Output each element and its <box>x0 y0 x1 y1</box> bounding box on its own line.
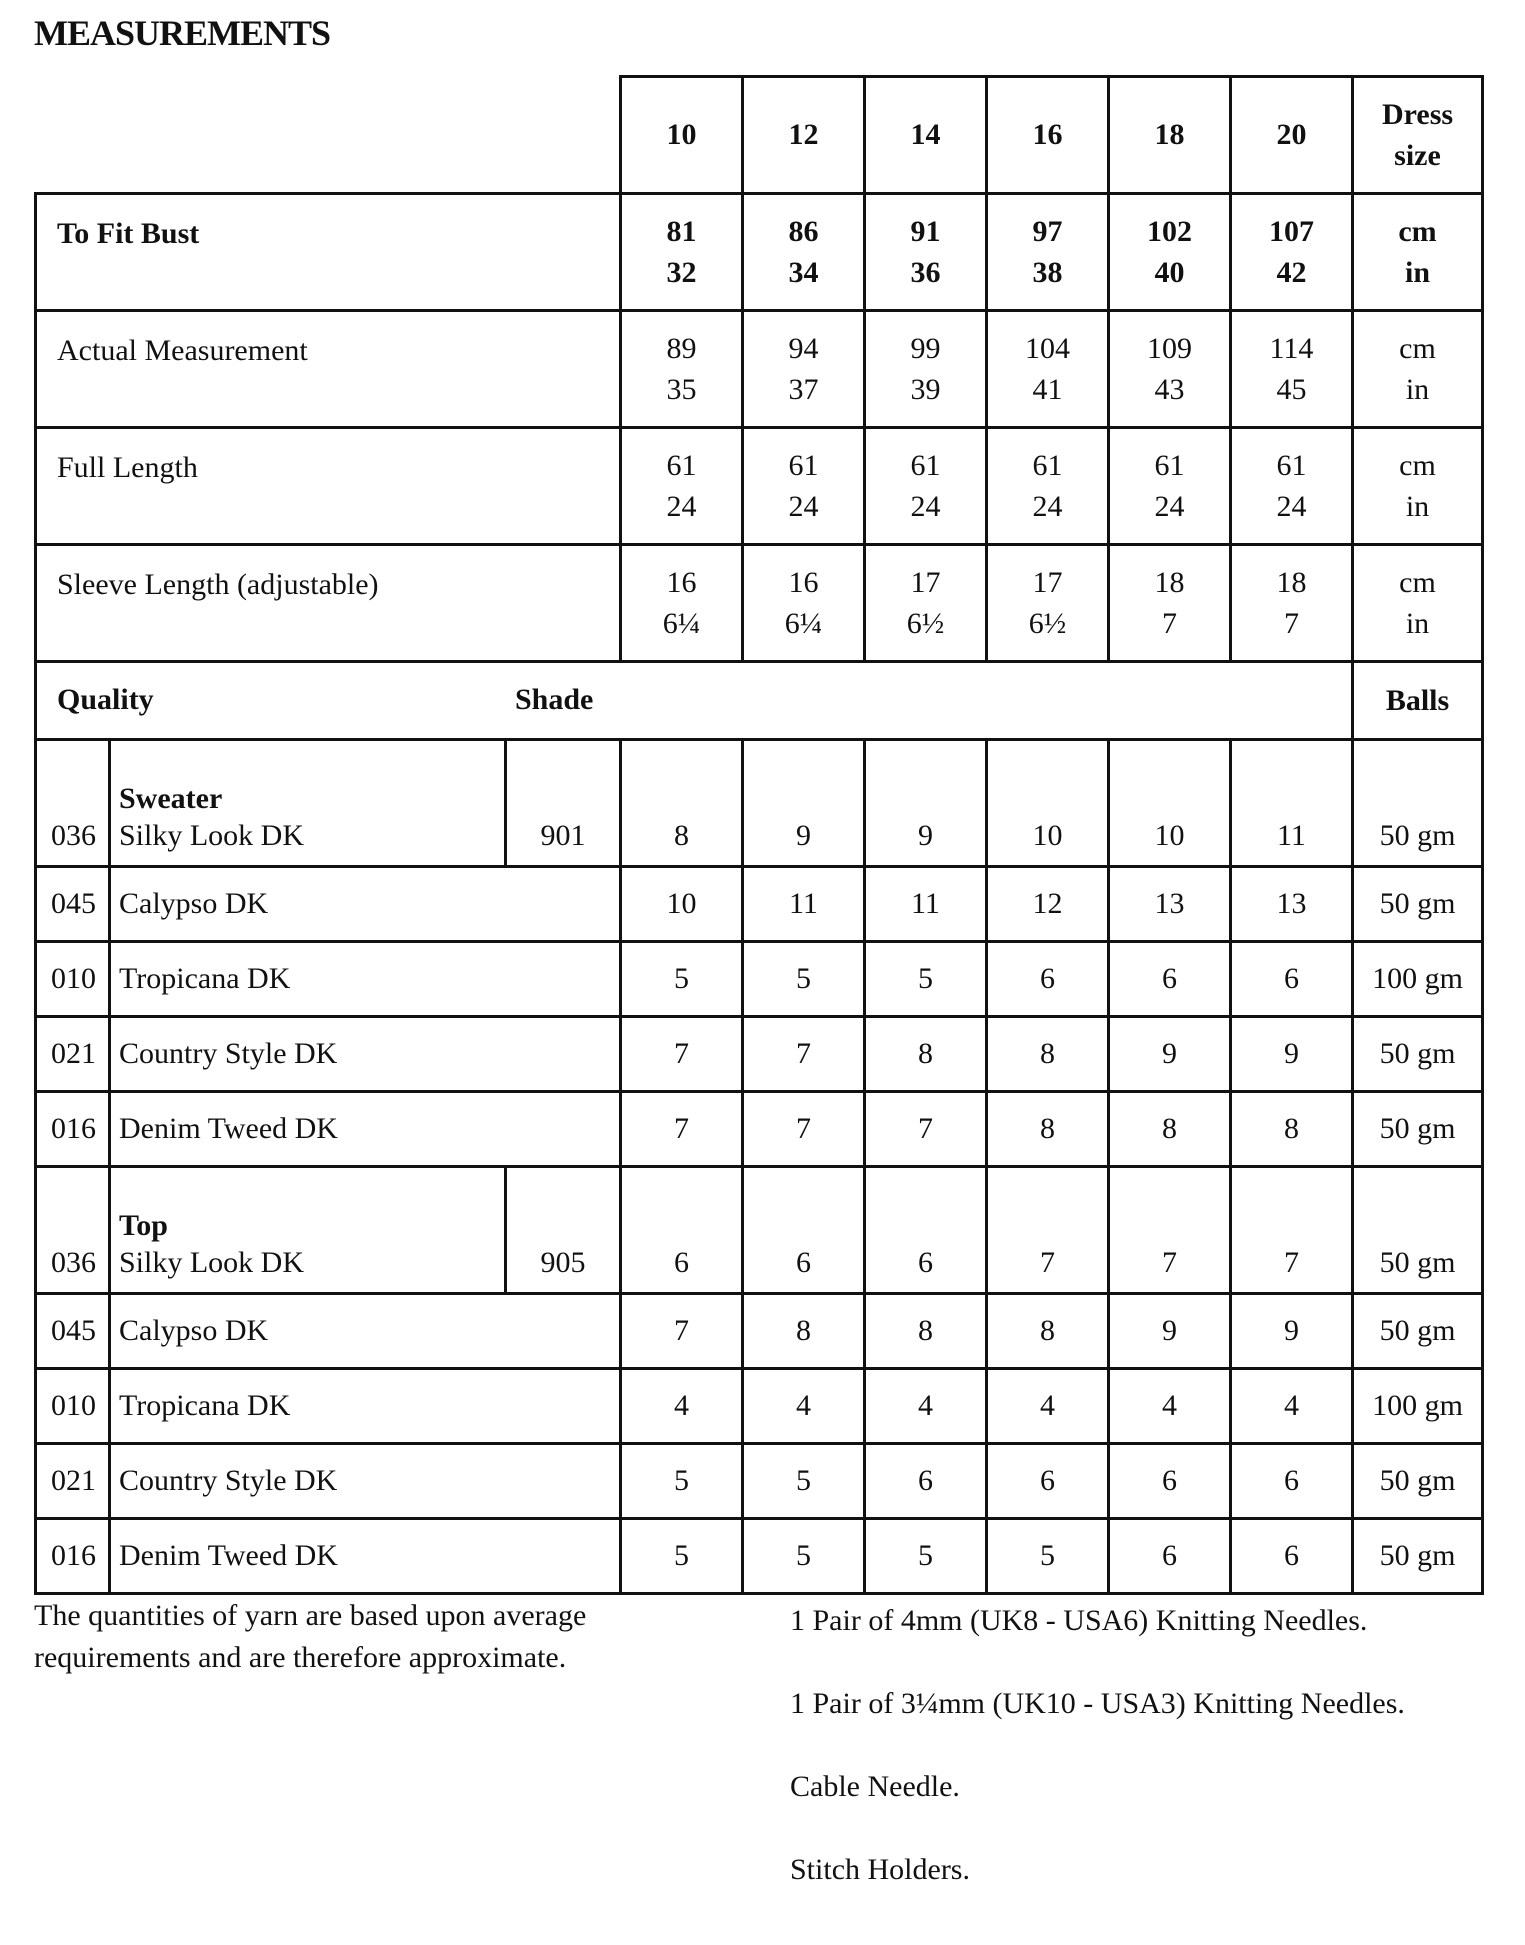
value-in: 7 <box>1284 607 1299 640</box>
measurement-unit <box>1353 311 1483 428</box>
ball-count: 9 <box>1109 1017 1231 1092</box>
yarn-header-inner <box>37 663 1351 738</box>
ball-count: 5 <box>865 1519 987 1594</box>
ball-count: 9 <box>865 740 987 867</box>
size-header: 20 <box>1231 77 1353 194</box>
ball-count: 7 <box>743 1017 865 1092</box>
value-cm: 86 <box>788 215 819 248</box>
value-in: 24 <box>1032 490 1063 523</box>
ball-count: 5 <box>865 942 987 1017</box>
ball-weight: 50 gm <box>1353 1444 1483 1519</box>
value-cm: 61 <box>666 449 697 482</box>
ball-count: 9 <box>1109 1294 1231 1369</box>
ball-count: 6 <box>987 942 1109 1017</box>
ball-count: 7 <box>621 1017 743 1092</box>
size-header: 16 <box>987 77 1109 194</box>
yarn-name: Denim Tweed DK <box>110 1092 621 1167</box>
measurement-value <box>987 194 1109 311</box>
yarn-name: Country Style DK <box>110 1017 621 1092</box>
value-in: 36 <box>910 256 941 289</box>
measurement-value <box>743 545 865 662</box>
yarn-code: 045 <box>36 867 110 942</box>
ball-count: 6 <box>743 1167 865 1294</box>
ball-count: 6 <box>865 1167 987 1294</box>
value-cm: 109 <box>1147 332 1192 365</box>
measurement-value <box>865 545 987 662</box>
ball-count: 4 <box>621 1369 743 1444</box>
measurement-unit <box>1353 545 1483 662</box>
measurement-value <box>743 194 865 311</box>
ball-count: 4 <box>743 1369 865 1444</box>
ball-count: 4 <box>1109 1369 1231 1444</box>
unit-in: in <box>1405 373 1430 406</box>
measurement-value <box>621 428 743 545</box>
value-cm: 107 <box>1269 215 1314 248</box>
ball-count: 5 <box>743 1519 865 1594</box>
ball-weight: 50 gm <box>1353 1167 1483 1294</box>
yarn-code: 036 <box>36 1167 110 1294</box>
ball-count: 10 <box>1109 740 1231 867</box>
ball-count: 8 <box>987 1294 1109 1369</box>
measurement-value <box>1231 428 1353 545</box>
value-in: 43 <box>1154 373 1185 406</box>
needle-item: 1 Pair of 4mm (UK8 - USA6) Knitting Needles. <box>790 1604 1368 1637</box>
value-in: 24 <box>788 490 819 523</box>
value-cm: 114 <box>1269 332 1314 365</box>
page-title: MEASUREMENTS <box>34 13 331 53</box>
measurement-row <box>36 428 1483 545</box>
ball-count: 7 <box>987 1167 1109 1294</box>
yarn-row <box>36 1294 1483 1369</box>
ball-count: 6 <box>1109 1519 1231 1594</box>
yarn-header-row <box>36 662 1483 740</box>
value-cm: 16 <box>666 566 697 599</box>
value-in: 6¼ <box>784 607 823 640</box>
ball-count: 7 <box>621 1092 743 1167</box>
value-cm: 61 <box>1154 449 1185 482</box>
measurement-label: Sleeve Length (adjustable) <box>36 545 621 662</box>
ball-weight: 50 gm <box>1353 1519 1483 1594</box>
measurement-value <box>1231 311 1353 428</box>
yarn-row <box>36 1017 1483 1092</box>
ball-count: 6 <box>987 1444 1109 1519</box>
ball-count: 10 <box>987 740 1109 867</box>
dress-size-label: size <box>1394 139 1441 172</box>
balls-header: Balls <box>1353 662 1483 740</box>
value-cm: 18 <box>1276 566 1307 599</box>
ball-weight: 100 gm <box>1353 942 1483 1017</box>
unit-in: in <box>1405 607 1430 640</box>
ball-count: 7 <box>743 1092 865 1167</box>
value-in: 38 <box>1032 256 1063 289</box>
yarn-row <box>36 1444 1483 1519</box>
measurement-value <box>1231 545 1353 662</box>
yarn-name: Silky Look DK <box>119 819 305 852</box>
measurement-value <box>621 311 743 428</box>
unit-cm: cm <box>1399 566 1436 599</box>
needle-item: Cable Needle. <box>790 1770 960 1803</box>
size-header: 14 <box>865 77 987 194</box>
value-in: 42 <box>1276 256 1307 289</box>
value-in: 35 <box>666 373 697 406</box>
yarn-row <box>36 1519 1483 1594</box>
ball-count: 8 <box>865 1017 987 1092</box>
yarn-row <box>36 867 1483 942</box>
yarn-code: 021 <box>36 1017 110 1092</box>
value-cm: 18 <box>1154 566 1185 599</box>
measurement-value <box>987 545 1109 662</box>
yarn-code: 010 <box>36 942 110 1017</box>
measurement-label: To Fit Bust <box>36 194 621 311</box>
measurement-value <box>865 194 987 311</box>
value-cm: 102 <box>1147 215 1192 248</box>
ball-weight: 50 gm <box>1353 1017 1483 1092</box>
value-in: 24 <box>910 490 941 523</box>
value-in: 24 <box>1154 490 1185 523</box>
measurement-value <box>621 545 743 662</box>
measurement-value <box>621 194 743 311</box>
measurement-row <box>36 545 1483 662</box>
value-in: 6½ <box>1028 607 1067 640</box>
measurement-value <box>743 428 865 545</box>
unit-cm: cm <box>1398 215 1437 248</box>
ball-count: 6 <box>621 1167 743 1294</box>
size-header: 12 <box>743 77 865 194</box>
yarn-code: 016 <box>36 1519 110 1594</box>
value-cm: 61 <box>1032 449 1063 482</box>
measurement-label: Full Length <box>36 428 621 545</box>
measurement-value <box>743 311 865 428</box>
ball-count: 4 <box>987 1369 1109 1444</box>
ball-weight: 50 gm <box>1353 740 1483 867</box>
value-in: 40 <box>1154 256 1185 289</box>
yarn-name: Tropicana DK <box>110 942 621 1017</box>
yarn-header-cell <box>36 662 1353 740</box>
measurement-value <box>987 428 1109 545</box>
yarn-row <box>36 942 1483 1017</box>
value-cm: 17 <box>910 566 941 599</box>
yarn-name: Tropicana DK <box>110 1369 621 1444</box>
unit-in: in <box>1404 256 1431 289</box>
value-in: 24 <box>1276 490 1307 523</box>
yarn-name: Country Style DK <box>110 1444 621 1519</box>
shade-number: 905 <box>506 1167 621 1294</box>
ball-count: 6 <box>1109 1444 1231 1519</box>
needle-item: Stitch Holders. <box>790 1853 970 1886</box>
ball-count: 5 <box>621 942 743 1017</box>
ball-weight: 50 gm <box>1353 1294 1483 1369</box>
unit-cm: cm <box>1399 332 1436 365</box>
ball-count: 8 <box>865 1294 987 1369</box>
yarn-code: 016 <box>36 1092 110 1167</box>
measurement-value <box>987 311 1109 428</box>
ball-count: 7 <box>865 1092 987 1167</box>
ball-weight: 100 gm <box>1353 1369 1483 1444</box>
value-cm: 81 <box>666 215 697 248</box>
yarn-name-cell <box>110 1167 506 1294</box>
value-cm: 16 <box>788 566 819 599</box>
dress-size-header <box>1353 77 1483 194</box>
yarn-row <box>36 1092 1483 1167</box>
ball-count: 8 <box>743 1294 865 1369</box>
ball-count: 13 <box>1109 867 1231 942</box>
shade-number: 901 <box>506 740 621 867</box>
ball-count: 5 <box>621 1519 743 1594</box>
ball-count: 9 <box>743 740 865 867</box>
value-in: 32 <box>666 256 697 289</box>
measurement-value <box>1109 428 1231 545</box>
unit-in: in <box>1405 490 1430 523</box>
ball-count: 5 <box>987 1519 1109 1594</box>
value-in: 7 <box>1162 607 1177 640</box>
yarn-row <box>36 1167 1483 1294</box>
measurement-unit <box>1353 194 1483 311</box>
yarn-name-cell <box>110 740 506 867</box>
value-cm: 91 <box>910 215 941 248</box>
quality-header: Quality <box>57 683 154 716</box>
group-title: Sweater <box>119 782 223 815</box>
value-cm: 94 <box>788 332 819 365</box>
yarn-name: Calypso DK <box>110 867 621 942</box>
ball-count: 6 <box>865 1444 987 1519</box>
ball-count: 5 <box>743 1444 865 1519</box>
ball-count: 5 <box>621 1444 743 1519</box>
value-cm: 89 <box>666 332 697 365</box>
yarn-name: Calypso DK <box>110 1294 621 1369</box>
table-body <box>36 77 1483 1594</box>
needle-item: 1 Pair of 3¼mm (UK10 - USA3) Knitting Needles. <box>790 1687 1405 1720</box>
size-header: 10 <box>621 77 743 194</box>
ball-count: 6 <box>1231 1444 1353 1519</box>
measurements-table <box>34 75 1484 1595</box>
ball-count: 7 <box>621 1294 743 1369</box>
yarn-code: 010 <box>36 1369 110 1444</box>
ball-count: 13 <box>1231 867 1353 942</box>
value-in: 39 <box>910 373 941 406</box>
measurement-value <box>865 311 987 428</box>
ball-count: 9 <box>1231 1294 1353 1369</box>
group-title: Top <box>119 1209 168 1242</box>
value-cm: 17 <box>1032 566 1063 599</box>
ball-count: 11 <box>865 867 987 942</box>
yarn-name: Silky Look DK <box>119 1246 305 1279</box>
yarn-row <box>36 1369 1483 1444</box>
ball-count: 7 <box>1109 1167 1231 1294</box>
value-in: 41 <box>1032 373 1063 406</box>
ball-weight: 50 gm <box>1353 867 1483 942</box>
measurement-value <box>1109 311 1231 428</box>
value-cm: 104 <box>1025 332 1070 365</box>
ball-count: 6 <box>1109 942 1231 1017</box>
yarn-code: 021 <box>36 1444 110 1519</box>
ball-count: 11 <box>743 867 865 942</box>
measurement-value <box>1109 194 1231 311</box>
measurement-row <box>36 311 1483 428</box>
value-in: 24 <box>666 490 697 523</box>
ball-count: 10 <box>621 867 743 942</box>
value-cm: 99 <box>910 332 941 365</box>
corner-blank <box>36 77 621 194</box>
unit-cm: cm <box>1399 449 1436 482</box>
measurement-row <box>36 194 1483 311</box>
value-in: 34 <box>788 256 819 289</box>
ball-weight: 50 gm <box>1353 1092 1483 1167</box>
ball-count: 12 <box>987 867 1109 942</box>
value-in: 6¼ <box>662 607 701 640</box>
ball-count: 8 <box>987 1017 1109 1092</box>
measurement-value <box>1231 194 1353 311</box>
ball-count: 9 <box>1231 1017 1353 1092</box>
value-cm: 61 <box>1276 449 1307 482</box>
value-cm: 61 <box>910 449 941 482</box>
needles-list <box>790 1600 1510 1932</box>
value-in: 6½ <box>906 607 945 640</box>
value-cm: 97 <box>1032 215 1063 248</box>
ball-count: 4 <box>865 1369 987 1444</box>
ball-count: 7 <box>1231 1167 1353 1294</box>
yarn-code: 045 <box>36 1294 110 1369</box>
yarn-quantity-note: The quantities of yarn are based upon average requirements and are therefore approximate. <box>34 1599 587 1674</box>
ball-count: 6 <box>1231 942 1353 1017</box>
ball-count: 8 <box>987 1092 1109 1167</box>
yarn-code: 036 <box>36 740 110 867</box>
size-header: 18 <box>1109 77 1231 194</box>
measurement-value <box>1109 545 1231 662</box>
shade-header: Shade <box>515 683 594 716</box>
measurement-label: Actual Measurement <box>36 311 621 428</box>
ball-count: 8 <box>621 740 743 867</box>
ball-count: 8 <box>1231 1092 1353 1167</box>
measurement-unit <box>1353 428 1483 545</box>
value-cm: 61 <box>788 449 819 482</box>
ball-count: 4 <box>1231 1369 1353 1444</box>
value-in: 45 <box>1276 373 1307 406</box>
dress-size-label: Dress <box>1381 98 1454 131</box>
ball-count: 8 <box>1109 1092 1231 1167</box>
yarn-name: Denim Tweed DK <box>110 1519 621 1594</box>
ball-count: 5 <box>743 942 865 1017</box>
value-in: 37 <box>788 373 819 406</box>
yarn-row <box>36 740 1483 867</box>
ball-count: 11 <box>1231 740 1353 867</box>
ball-count: 6 <box>1231 1519 1353 1594</box>
measurement-value <box>865 428 987 545</box>
